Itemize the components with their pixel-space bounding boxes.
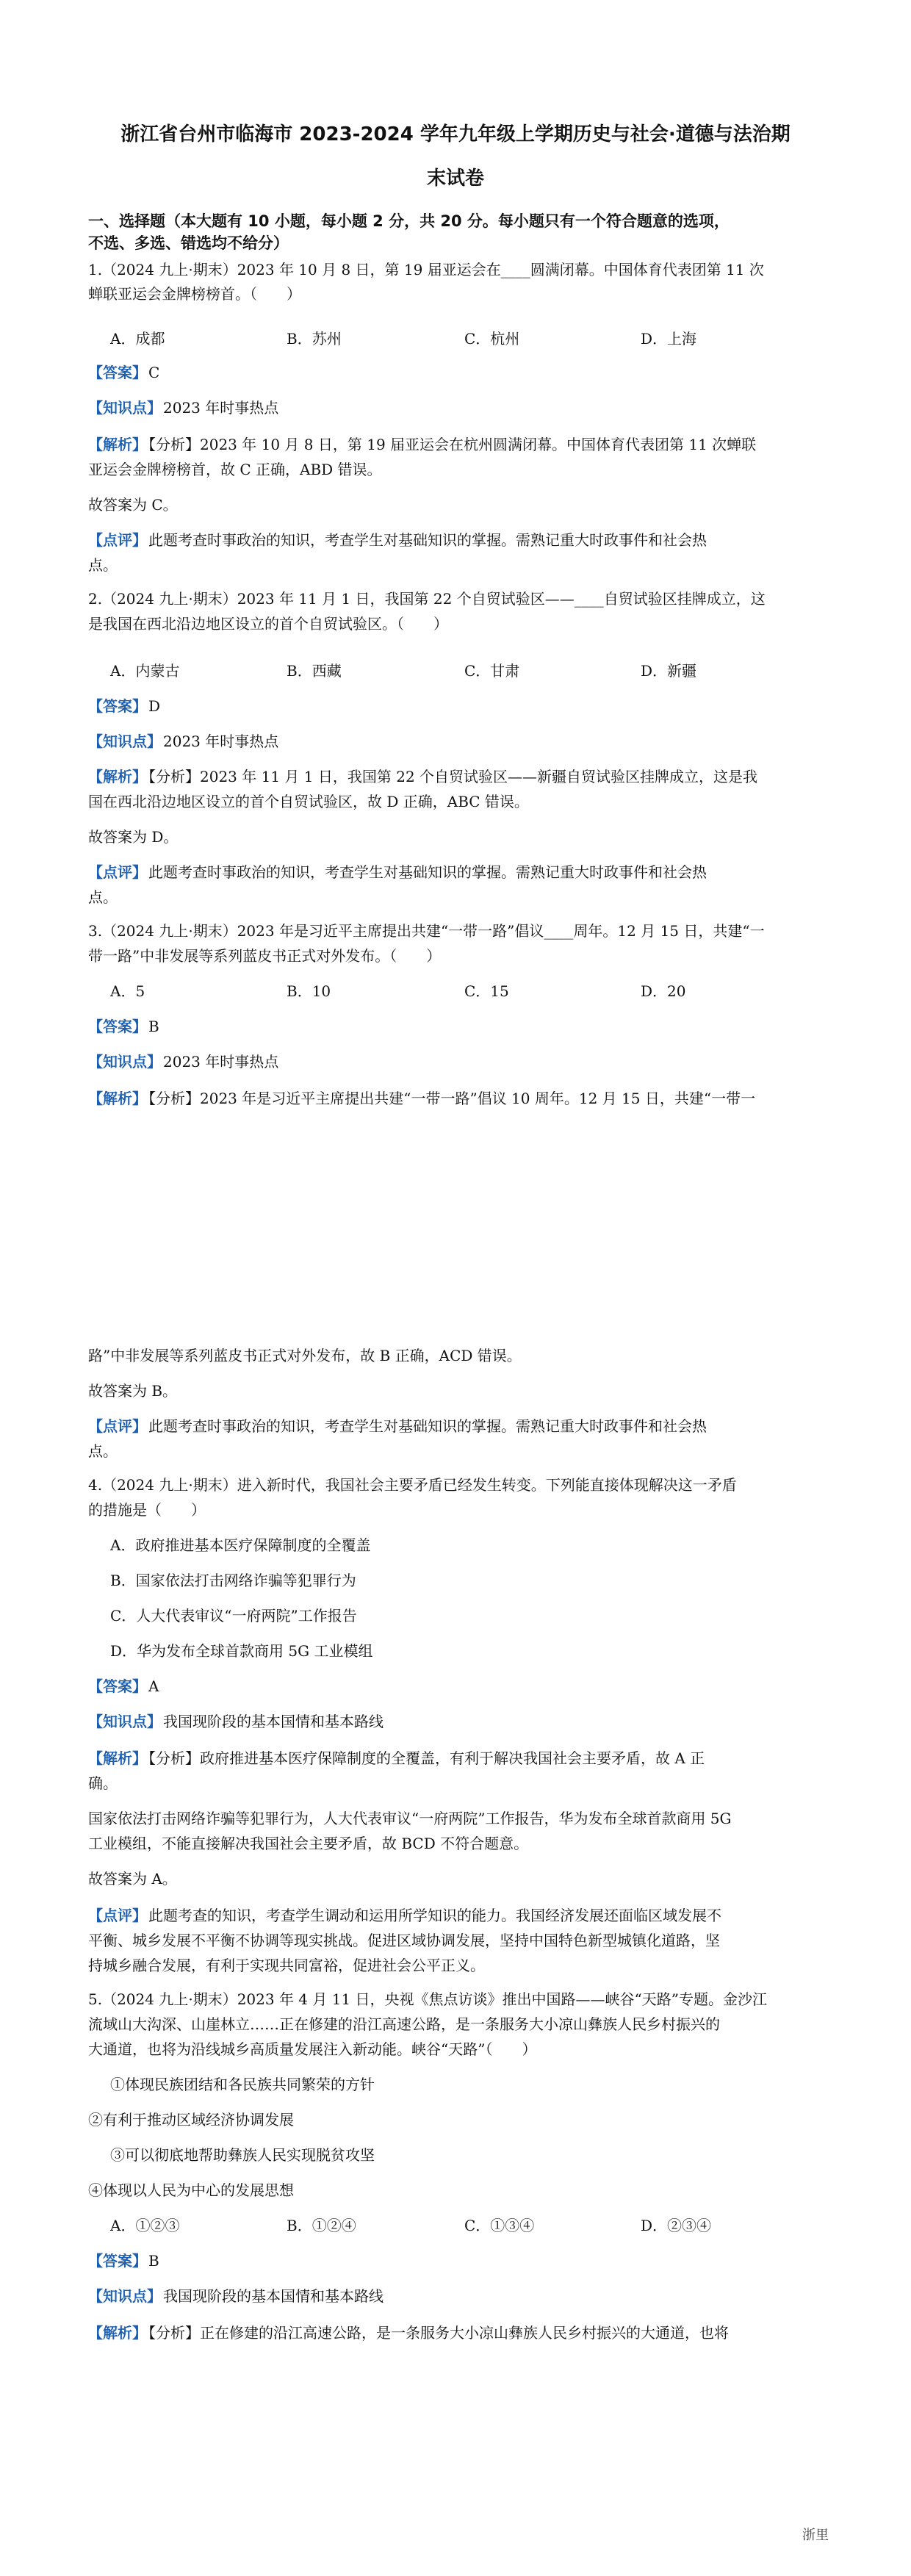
- q1-option-d: D．上海: [641, 330, 697, 348]
- q4-stem: 4.（2024 九上·期末）进入新时代，我国社会主要矛盾已经发生转变。下列能直接体现解决这一矛盾: [88, 1476, 737, 1494]
- knowledge-tag: 【知识点】: [88, 399, 162, 417]
- q5-item-1: ①体现民族团结和各民族共同繁荣的方针: [110, 2076, 375, 2093]
- section-heading: 一、选择题（本大题有 10 小题，每小题 2 分，共 20 分。每小题只有一个符合题意的选项，: [88, 212, 730, 230]
- q3-option-c: C．15: [464, 982, 509, 1000]
- q3-option-a: A．5: [110, 982, 145, 1000]
- q2-conclusion: 故答案为 D。: [88, 828, 179, 846]
- q2-comment: [88, 861, 823, 883]
- q3-analysis: [88, 1087, 823, 1109]
- q1-answer: [88, 361, 823, 384]
- q4-option-a: A．政府推进基本医疗保障制度的全覆盖: [110, 1536, 371, 1554]
- q3-analysis-cont: 路”中非发展等系列蓝皮书正式对外发布，故 B 正确，ACD 错误。: [88, 1347, 522, 1364]
- q1-comment-cont: 点。: [88, 556, 118, 574]
- comment-tag: 【点评】: [88, 1417, 147, 1435]
- q4-conclusion: 故答案为 A。: [88, 1870, 177, 1888]
- q5-stem-cont: 流域山大沟深、山崖林立……正在修建的沿江高速公路，是一条服务大小凉山彝族人民乡村振兴的: [88, 2015, 720, 2033]
- q4-analysis-cont2: 国家依法打击网络诈骗等犯罪行为，人大代表审议“一府两院”工作报告，华为发布全球首款商用 5G: [88, 1810, 732, 1827]
- answer-tag: 【答案】: [88, 2252, 147, 2270]
- q2-comment-cont: 点。: [88, 888, 118, 906]
- q1-option-a: A．成都: [110, 330, 165, 348]
- page-title-cont: 末试卷: [426, 168, 484, 190]
- q4-knowledge: [88, 1710, 823, 1733]
- q2-answer: [88, 695, 823, 717]
- q1-analysis-text: 【分析】2023 年 10 月 8 日，第 19 届亚运会在杭州圆满闭幕。中国体育代表团第 11 次蝉联: [148, 436, 757, 453]
- section-heading-cont: 不选、多选、错选均不给分）: [88, 234, 289, 252]
- q5-answer: [88, 2250, 823, 2272]
- q3-comment-text: 此题考查时事政治的知识，考查学生对基础知识的掌握。需熟记重大时政事件和社会热: [148, 1417, 707, 1435]
- knowledge-tag: 【知识点】: [88, 2287, 162, 2305]
- q3-stem: 3.（2024 九上·期末）2023 年是习近平主席提出共建“一带一路”倡议____周年。12 月 15 日，共建“一: [88, 922, 765, 940]
- q5-option-d: D．②③④: [641, 2217, 712, 2234]
- comment-tag: 【点评】: [88, 531, 147, 549]
- q2-option-c: C．甘肃: [464, 662, 520, 680]
- comment-tag: 【点评】: [88, 863, 147, 881]
- q1-knowledge-value: 2023 年时事热点: [163, 399, 279, 417]
- q4-option-d: D．华为发布全球首款商用 5G 工业模组: [110, 1642, 373, 1660]
- q4-analysis-cont3: 工业模组，不能直接解决我国社会主要矛盾，故 BCD 不符合题意。: [88, 1835, 529, 1852]
- q3-answer: [88, 1015, 823, 1037]
- knowledge-tag: 【知识点】: [88, 733, 162, 750]
- q1-analysis-cont: 亚运会金牌榜榜首，故 C 正确，ABD 错误。: [88, 461, 382, 478]
- q3-analysis-text: 【分析】2023 年是习近平主席提出共建“一带一路”倡议 10 周年。12 月 15 日，共建“一带一: [148, 1090, 756, 1107]
- knowledge-tag: 【知识点】: [88, 1053, 162, 1071]
- q1-conclusion: 故答案为 C。: [88, 496, 178, 514]
- q3-option-b: B．10: [287, 982, 331, 1000]
- q1-option-b: B．苏州: [287, 330, 342, 348]
- comment-tag: 【点评】: [88, 1907, 147, 1924]
- q4-answer: [88, 1675, 823, 1697]
- q2-analysis-text: 【分析】2023 年 11 月 1 日，我国第 22 个自贸试验区——新疆自贸试验区挂牌成立，这是我: [148, 768, 758, 785]
- q1-analysis: [88, 433, 823, 456]
- q3-comment: [88, 1415, 823, 1437]
- knowledge-tag: 【知识点】: [88, 1713, 162, 1730]
- q5-option-a: A．①②③: [110, 2217, 180, 2234]
- q2-stem: 2.（2024 九上·期末）2023 年 11 月 1 日，我国第 22 个自贸试验区——____自贸试验区挂牌成立，这: [88, 590, 766, 608]
- q3-knowledge-value: 2023 年时事热点: [163, 1053, 279, 1071]
- q2-option-a: A．内蒙古: [110, 662, 180, 680]
- q4-comment-cont: 平衡、城乡发展不平衡不协调等现实挑战。促进区域协调发展，坚持中国特色新型城镇化道路，坚: [88, 1932, 720, 1949]
- q5-stem: 5.（2024 九上·期末）2023 年 4 月 11 日，央视《焦点访谈》推出中国路——峡谷“天路”专题。金沙江: [88, 1990, 768, 2008]
- q4-option-c: C．人大代表审议“一府两院”工作报告: [110, 1607, 357, 1625]
- analysis-tag: 【解析】: [88, 2324, 147, 2342]
- q5-item-4: ④体现以人民为中心的发展思想: [88, 2181, 294, 2199]
- q1-answer-value: C: [148, 364, 160, 381]
- answer-tag: 【答案】: [88, 1018, 147, 1035]
- q2-knowledge-value: 2023 年时事热点: [163, 733, 279, 750]
- q1-knowledge: [88, 397, 823, 419]
- q1-stem-cont: 蝉联亚运会金牌榜榜首。（ ）: [88, 285, 301, 303]
- q5-answer-value: B: [148, 2252, 159, 2270]
- q3-answer-value: B: [148, 1018, 159, 1035]
- analysis-tag: 【解析】: [88, 1749, 147, 1767]
- q3-stem-cont: 带一路”中非发展等系列蓝皮书正式对外发布。（ ）: [88, 947, 442, 965]
- q2-option-b: B．西藏: [287, 662, 342, 680]
- q2-analysis-cont: 国在西北沿边地区设立的首个自贸试验区，故 D 正确，ABC 错误。: [88, 793, 529, 810]
- q5-knowledge: [88, 2285, 823, 2307]
- q1-comment: [88, 529, 823, 551]
- q2-option-d: D．新疆: [641, 662, 697, 680]
- q4-analysis-cont: 确。: [88, 1774, 118, 1792]
- q2-knowledge: [88, 730, 823, 752]
- q5-item-2: ②有利于推动区域经济协调发展: [88, 2111, 294, 2129]
- q3-conclusion: 故答案为 B。: [88, 1382, 178, 1400]
- answer-tag: 【答案】: [88, 1677, 147, 1695]
- q4-comment-text: 此题考查的知识，考查学生调动和运用所学知识的能力。我国经济发展还面临区域发展不: [148, 1907, 721, 1924]
- footer-watermark: 浙里: [802, 2528, 829, 2543]
- q5-option-b: B．①②④: [287, 2217, 356, 2234]
- q4-knowledge-value: 我国现阶段的基本国情和基本路线: [163, 1713, 384, 1730]
- q5-analysis: [88, 2322, 823, 2344]
- q3-comment-cont: 点。: [88, 1442, 118, 1460]
- q2-analysis: [88, 766, 823, 788]
- analysis-tag: 【解析】: [88, 768, 147, 785]
- answer-tag: 【答案】: [88, 364, 147, 381]
- analysis-tag: 【解析】: [88, 1090, 147, 1107]
- q4-stem-cont: 的措施是（ ）: [88, 1501, 206, 1519]
- q2-stem-cont: 是我国在西北沿边地区设立的首个自贸试验区。（ ）: [88, 615, 448, 633]
- q2-answer-value: D: [148, 697, 161, 715]
- q1-comment-text: 此题考查时事政治的知识，考查学生对基础知识的掌握。需熟记重大时政事件和社会热: [148, 531, 707, 549]
- q4-answer-value: A: [148, 1677, 159, 1695]
- q4-analysis-text: 【分析】政府推进基本医疗保障制度的全覆盖，有利于解决我国社会主要矛盾，故 A 正: [148, 1749, 705, 1767]
- q4-analysis: [88, 1747, 823, 1769]
- q4-option-b: B．国家依法打击网络诈骗等犯罪行为: [110, 1572, 356, 1589]
- q5-option-c: C．①③④: [464, 2217, 535, 2234]
- q5-analysis-text: 【分析】正在修建的沿江高速公路，是一条服务大小凉山彝族人民乡村振兴的大通道，也将: [148, 2324, 729, 2342]
- q3-option-d: D．20: [641, 982, 686, 1000]
- q1-stem: 1.（2024 九上·期末）2023 年 10 月 8 日，第 19 届亚运会在____圆满闭幕。中国体育代表团第 11 次: [88, 261, 764, 278]
- answer-tag: 【答案】: [88, 697, 147, 715]
- q1-option-c: C．杭州: [464, 330, 520, 348]
- q5-stem-cont2: 大通道，也将为沿线城乡高质量发展注入新动能。峡谷“天路”（ ）: [88, 2040, 537, 2058]
- q5-item-3: ③可以彻底地帮助彝族人民实现脱贫攻坚: [110, 2146, 375, 2164]
- page-title: 浙江省台州市临海市 2023-2024 学年九年级上学期历史与社会·道德与法治期: [120, 123, 791, 145]
- q4-comment: [88, 1904, 823, 1926]
- q2-comment-text: 此题考查时事政治的知识，考查学生对基础知识的掌握。需熟记重大时政事件和社会热: [148, 863, 707, 881]
- q5-knowledge-value: 我国现阶段的基本国情和基本路线: [163, 2287, 384, 2305]
- q3-knowledge: [88, 1051, 823, 1073]
- analysis-tag: 【解析】: [88, 436, 147, 453]
- q4-comment-cont2: 持城乡融合发展，有利于实现共同富裕，促进社会公平正义。: [88, 1957, 485, 1974]
